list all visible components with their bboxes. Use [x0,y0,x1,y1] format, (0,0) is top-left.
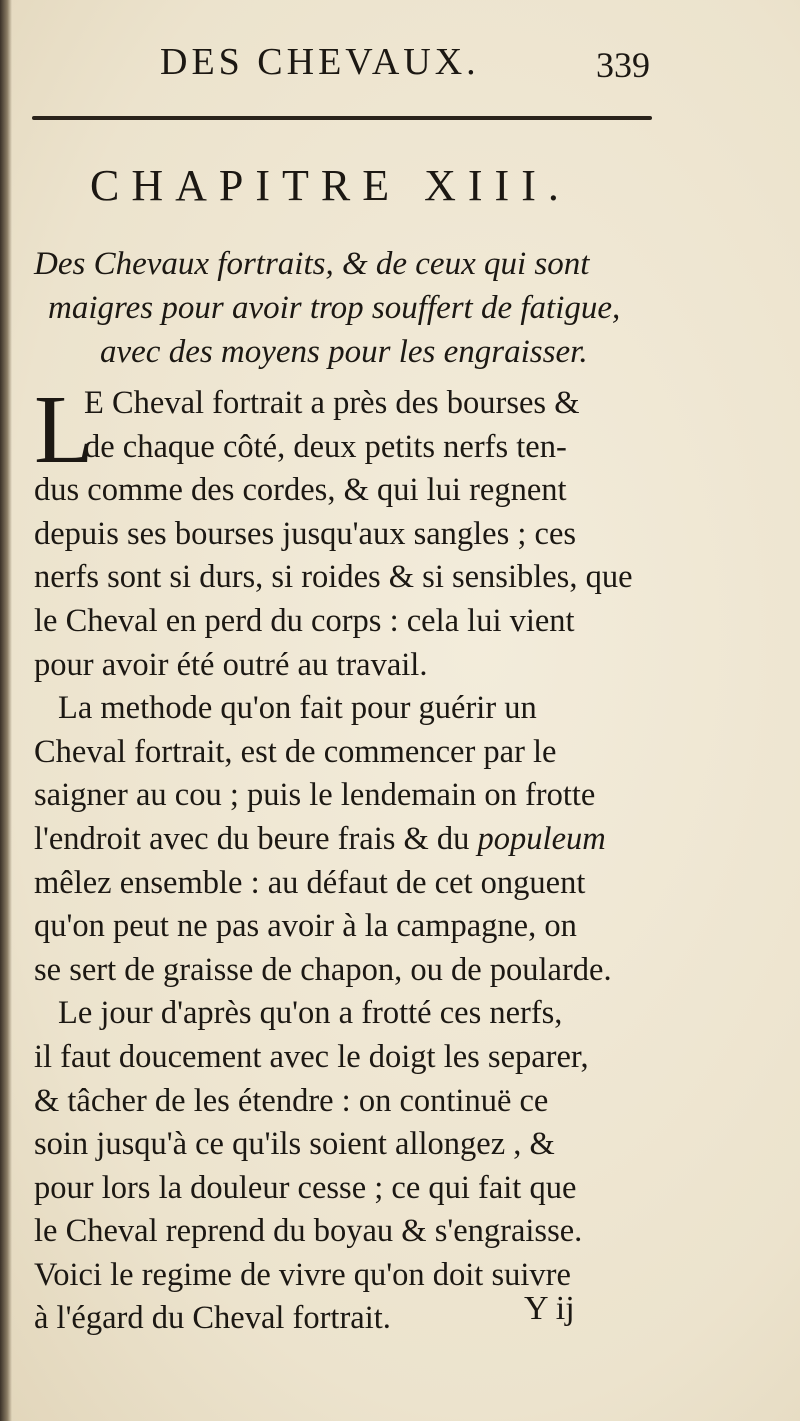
text-line [34,818,686,862]
text-line: & tâcher de les étendre : on continuë ce [34,1082,549,1119]
text-segment: l'endroit avec du beure frais & du [34,820,470,857]
body-text [34,376,686,1341]
page-number: 339 [596,45,650,85]
text-line: Voici le regime de vivre qu'on doit suivre [34,1256,571,1293]
text-line: qu'on peut ne pas avoir à la campagne, on [34,908,577,945]
text-line: à l'égard du Cheval fortrait. [34,1300,391,1337]
text-line: La methode qu'on fait pour guérir un [58,690,537,727]
running-head: DES CHEVAUX. [160,41,480,83]
summary-line: maigres pour avoir trop souffert de fatigue, [48,290,621,326]
summary-line: Des Chevaux fortraits, & de ceux qui sont [34,246,590,282]
text-line: pour lors la douleur cesse ; ce qui fait que [34,1169,577,1206]
text-line: saigner au cou ; puis le lendemain on frotte [34,777,596,814]
text-line: Cheval fortrait, est de commencer par le [34,733,557,770]
text-line: nerfs sont si durs, si roides & si sensibles, que [34,559,633,596]
text-line: le Cheval en perd du corps : cela lui vient [34,602,575,639]
italic-term: populeum [477,820,606,857]
text-line: le Cheval reprend du boyau & s'engraisse. [34,1213,583,1250]
text-line: depuis ses bourses jusqu'aux sangles ; ces [34,515,577,552]
text-line: Le jour d'après qu'on a frotté ces nerfs, [58,995,563,1032]
catchword: Y ij [524,1290,575,1327]
text-line: il faut doucement avec le doigt les separer, [34,1038,589,1075]
chapter-summary [34,242,684,374]
text-line: dus comme des cordes, & qui lui regnent [34,472,567,509]
text-line: de chaque côté, deux petits nerfs ten- [84,428,567,465]
text-line: pour avoir été outré au travail. [34,646,428,683]
text-line: se sert de graisse de chapon, ou de poularde. [34,951,612,988]
header-rule [32,116,652,120]
chapter-title: CHAPITRE XIII. [90,161,571,210]
drop-cap: L [34,376,94,484]
text-line: soin jusqu'à ce qu'ils soient allongez , & [34,1126,555,1163]
text-line: E Cheval fortrait a près des bourses & [84,385,580,421]
text-line: mêlez ensemble : au défaut de cet onguent [34,864,586,901]
summary-line: avec des moyens pour les engraisser. [100,334,588,370]
page-gutter [0,0,12,1421]
